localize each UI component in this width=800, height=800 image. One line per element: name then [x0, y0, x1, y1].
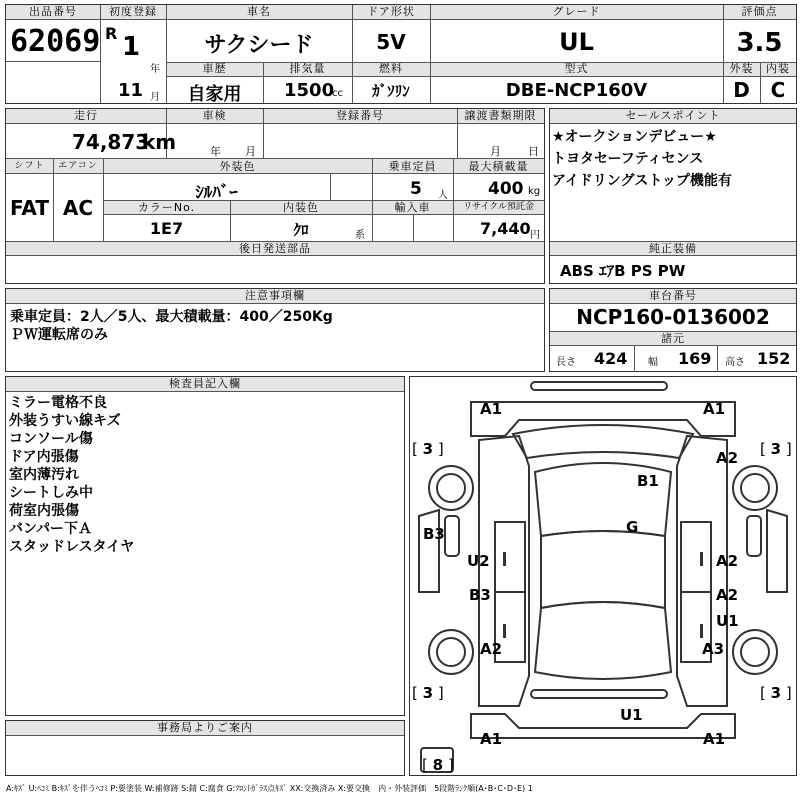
mileage: 74,873 [72, 130, 150, 154]
inspect-year: 年 [210, 145, 221, 158]
disp-unit: cc [332, 88, 343, 99]
lot-no-label: 出品番号 [29, 5, 77, 18]
width-label: 幅 [648, 357, 658, 368]
tire-tread-spare: [ 8 ] [422, 756, 454, 774]
hood [513, 425, 693, 458]
inspector-line: 外装うすい線キズ [9, 413, 121, 429]
chassis-label: 車台番号 [649, 289, 697, 302]
damage-mark: B3 [423, 525, 445, 543]
inspector-line: シートしみ中 [9, 485, 93, 501]
inspector-line: スタッドレスタイヤ [9, 539, 135, 555]
tire-tread-front-left: [ 3 ] [412, 440, 444, 458]
equip-label: 純正装備 [649, 242, 697, 255]
score-label: 評価点 [741, 5, 778, 18]
load: 400 [488, 179, 524, 199]
year-unit: 年 [150, 64, 160, 75]
left-front-door [495, 522, 525, 592]
rear-window [535, 602, 671, 679]
score: 3.5 [736, 28, 783, 58]
lot-no: 62069 [10, 24, 101, 59]
shift-label: シフト [14, 161, 45, 171]
wheel-front-right [733, 466, 777, 510]
wheel-rear-right [733, 630, 777, 674]
grade: UL [559, 28, 594, 56]
grade-label: グレード [552, 5, 601, 18]
notes-line: 乗車定員：2人／5人、最大積載量：400／250Kg [10, 309, 333, 325]
fuel-label: 燃料 [379, 62, 403, 75]
car-diagram [409, 376, 797, 776]
history-label: 車歴 [202, 62, 227, 75]
inspector-line: バンパー下Ａ [9, 521, 93, 537]
color-label: 外装色 [219, 160, 256, 173]
inspect-label: 車検 [202, 109, 227, 122]
damage-mark: U1 [620, 706, 643, 724]
model: DBE-NCP160V [505, 80, 648, 101]
sales-line: トヨタセーフティセンス [552, 151, 704, 167]
len-label: 長さ [556, 357, 576, 368]
right-mirror [747, 516, 761, 556]
mileage-label: 走行 [74, 109, 98, 122]
rear-bumper-outline [531, 690, 667, 698]
inspector-line: 荷室内張傷 [9, 503, 79, 519]
inspector-line: ドア内張傷 [9, 449, 79, 465]
door-label: ドア形状 [367, 5, 415, 18]
capacity: 5 [410, 179, 422, 199]
rear-bumper [471, 714, 735, 738]
disp-label: 排気量 [289, 62, 326, 75]
load-unit: kg [528, 186, 541, 197]
left-mirror [445, 516, 459, 556]
disp: 1500 [284, 80, 335, 101]
era: R [105, 24, 118, 43]
load-label: 最大積載量 [468, 160, 529, 173]
reg-month: 11 [118, 80, 144, 101]
damage-mark: B1 [637, 472, 659, 490]
first-reg-label: 初度登録 [109, 5, 157, 18]
chassis-number: NCP160-0136002 [576, 305, 770, 329]
inspector-line: コンソール傷 [9, 431, 93, 447]
later-label: 後日発送部品 [239, 242, 311, 255]
shift: FAT [10, 196, 49, 220]
int-color-unit: 系 [355, 230, 365, 241]
history: 自家用 [187, 84, 242, 105]
transfer-day: 日 [528, 145, 539, 158]
ac: AC [62, 196, 94, 220]
mileage-unit: km [142, 130, 177, 154]
right-front-door [681, 522, 711, 592]
inspector-label: 検査員記入欄 [169, 377, 241, 390]
office-label: 事務局よりご案内 [157, 721, 253, 734]
int-grade: C [770, 78, 786, 102]
damage-mark: G [626, 518, 639, 536]
color-no-label: カラーNo. [137, 201, 196, 214]
spec-label: 諸元 [661, 332, 685, 345]
tire-tread-rear-right: [ 3 ] [760, 684, 792, 702]
len: 424 [594, 349, 628, 368]
sales-line: アイドリングストップ機能有 [552, 173, 732, 189]
notes-label: 注意事項欄 [245, 289, 305, 302]
damage-mark: A2 [480, 640, 503, 658]
damage-mark: A2 [716, 552, 739, 570]
sales-label: セールスポイント [625, 109, 721, 122]
recycle: 7,440 [480, 219, 531, 238]
height: 152 [757, 349, 791, 368]
color-no: 1E7 [149, 219, 184, 238]
wheel-front-left [429, 466, 473, 510]
ext-label: 外装 [729, 62, 754, 75]
damage-mark: A1 [480, 400, 503, 418]
int-color-label: 内装色 [283, 201, 319, 214]
recycle-label: リサイクル預託金 [463, 202, 534, 212]
roof [541, 531, 665, 608]
wheel-rear-left [429, 630, 473, 674]
int-color: ｸﾛ [293, 221, 309, 239]
inspector-line: 室内薄汚れ [9, 467, 79, 483]
tire-tread-rear-left: [ 3 ] [412, 684, 444, 702]
width: 169 [678, 349, 712, 368]
capacity-label: 乗車定員 [388, 160, 437, 173]
ac-label: エアコン [58, 161, 98, 171]
door: 5V [376, 30, 406, 54]
sales-line: ★オークションデビュー★ [552, 129, 717, 145]
import-label: 輸入車 [394, 201, 431, 214]
reg-year: 1 [122, 32, 141, 62]
plate-label: 登録番号 [336, 109, 384, 122]
transfer-month: 月 [490, 145, 501, 158]
damage-mark: U2 [467, 552, 490, 570]
damage-mark: A3 [702, 640, 725, 658]
damage-mark: A2 [716, 586, 739, 604]
height-label: 高さ [725, 357, 745, 368]
car-name: サクシード [204, 33, 314, 58]
damage-mark: A2 [716, 449, 739, 467]
int-label: 内装 [766, 62, 790, 75]
damage-mark: A1 [703, 730, 726, 748]
recycle-unit: 円 [530, 230, 540, 241]
notes-line: ＰＷ運転席のみ [10, 327, 108, 343]
inspect-month: 月 [245, 145, 256, 158]
damage-mark: A1 [703, 400, 726, 418]
notes-lines [10, 308, 333, 344]
fuel: ｶﾞｿﾘﾝ [372, 82, 410, 100]
capacity-unit: 人 [438, 190, 448, 201]
damage-mark: A1 [480, 730, 503, 748]
model-label: 型式 [564, 62, 589, 75]
inspector-lines [9, 394, 134, 556]
damage-mark: B3 [469, 586, 491, 604]
damage-mark: U1 [716, 612, 739, 630]
month-unit: 月 [150, 92, 160, 103]
sales-lines [552, 128, 732, 190]
transfer-label: 譲渡書類期限 [464, 109, 537, 122]
inspector-line: ミラー電格不良 [9, 395, 107, 411]
equip-value: ABS ｴｱB PS PW [560, 262, 686, 280]
tire-tread-front-right: [ 3 ] [760, 440, 792, 458]
front-bumper-outline [531, 382, 667, 390]
color: ｼﾙﾊﾞｰ [195, 183, 238, 203]
front-bumper [471, 402, 735, 436]
car-name-label: 車名 [247, 5, 271, 18]
ext-grade: D [733, 78, 750, 102]
legend: A:ｷｽﾞ U:ﾍｺﾐ B:ｷｽﾞを伴うﾍｺﾐ P:要塗装 W:補修跡 S:錆 C:腐食 G:ﾌﾛﾝﾄｶﾞﾗｽ点ｷｽﾞ XX:交換済み X:要交換 内・外装評価 5段階ﾗﾝｸ順(A･B･C･D･E) 1 [6, 784, 533, 793]
